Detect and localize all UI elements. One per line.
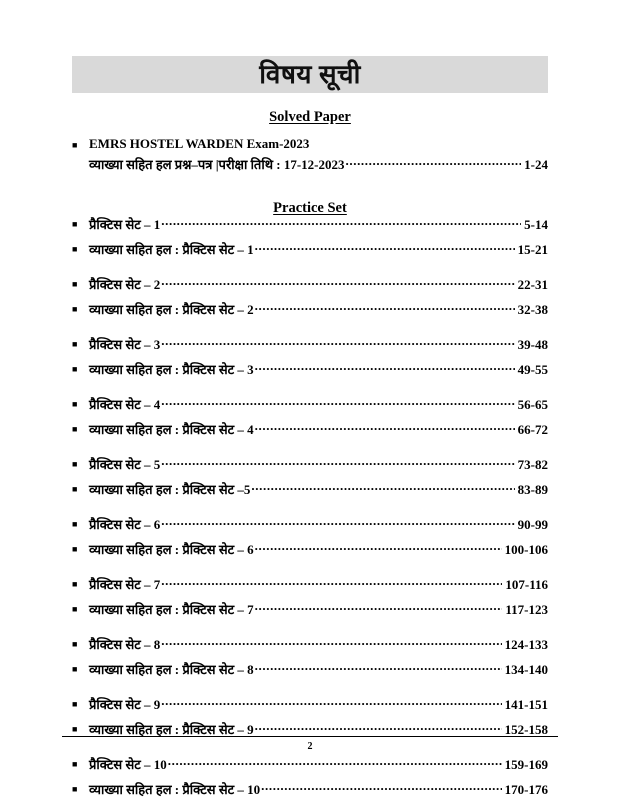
toc-row[interactable] [72, 540, 548, 565]
square-bullet-icon: ■ [72, 424, 78, 434]
toc-row[interactable] [72, 420, 548, 445]
square-bullet-icon: ■ [72, 484, 78, 494]
square-bullet-icon: ■ [72, 664, 78, 674]
toc-entry-label: व्याख्या सहित हल : प्रैक्टिस सेट – 8 [89, 662, 254, 677]
solved-paper-page-range: 1-24 [524, 157, 548, 172]
toc-entry-page-range: 32-38 [517, 302, 548, 317]
square-bullet-icon: ■ [72, 639, 78, 649]
toc-entry-page-range: 100-106 [504, 542, 548, 557]
dot-leader [255, 301, 515, 314]
toc-entry-page-range: 49-55 [517, 362, 548, 377]
solved-paper-subtitle-row [72, 155, 548, 173]
toc-pair [72, 755, 548, 805]
dot-leader [161, 396, 514, 409]
toc-entry-page-range: 134-140 [504, 662, 548, 677]
square-bullet-icon: ■ [72, 219, 78, 229]
dot-leader [255, 361, 515, 374]
toc-row[interactable] [72, 695, 548, 720]
toc-entry-page-range: 66-72 [517, 422, 548, 437]
toc-row[interactable] [72, 240, 548, 265]
square-bullet-icon: ■ [72, 519, 78, 529]
toc-row[interactable] [72, 300, 548, 325]
toc-entry-page-range: 22-31 [517, 277, 548, 292]
solved-paper-entry [72, 136, 548, 173]
toc-entry-label: प्रैक्टिस सेट – 9 [89, 697, 161, 712]
toc-entry-page-range: 117-123 [505, 602, 548, 617]
dot-leader [161, 576, 502, 589]
toc-entry-page-range: 56-65 [517, 397, 548, 412]
toc-entry-label: प्रैक्टिस सेट – 10 [89, 757, 167, 772]
dot-leader [255, 421, 515, 434]
document-title-band [72, 56, 548, 93]
section-heading-solved-paper [72, 109, 548, 126]
toc-entry-page-range: 170-176 [504, 782, 548, 797]
toc-pair [72, 275, 548, 325]
square-bullet-icon: ■ [72, 339, 78, 349]
toc-row[interactable] [72, 335, 548, 360]
toc-pair [72, 455, 548, 505]
toc-entry-page-range: 83-89 [517, 482, 548, 497]
square-bullet-icon: ■ [72, 279, 78, 289]
solved-paper-title-row [72, 136, 548, 152]
toc-pair [72, 575, 548, 625]
dot-leader [168, 756, 502, 769]
toc-entry-label: व्याख्या सहित हल : प्रैक्टिस सेट – 2 [89, 302, 254, 317]
toc-entry-label: व्याख्या सहित हल : प्रैक्टिस सेट – 7 [89, 602, 254, 617]
dot-leader [161, 636, 501, 649]
toc-pair [72, 695, 548, 745]
toc-entry-page-range: 107-116 [505, 577, 548, 592]
toc-entry-label: व्याख्या सहित हल : प्रैक्टिस सेट – 10 [89, 782, 261, 797]
toc-entry-label: प्रैक्टिस सेट – 2 [89, 277, 161, 292]
toc-row[interactable] [72, 360, 548, 385]
toc-pair [72, 515, 548, 565]
toc-entry-label: प्रैक्टिस सेट – 6 [89, 517, 161, 532]
toc-pair [72, 635, 548, 685]
toc-pair [72, 395, 548, 445]
square-bullet-icon: ■ [72, 459, 78, 469]
toc-entry-page-range: 124-133 [504, 637, 548, 652]
toc-entry-label: प्रैक्टिस सेट – 5 [89, 457, 161, 472]
dot-leader [255, 241, 515, 254]
toc-entry-label: प्रैक्टिस सेट – 8 [89, 637, 161, 652]
toc-entry-page-range: 90-99 [517, 517, 548, 532]
solved-paper-subtitle: व्याख्या सहित हल प्रश्न–पत्र |परीक्षा तिथि : 17-12-2023 [89, 157, 345, 172]
toc-row[interactable] [72, 660, 548, 685]
toc-row[interactable] [72, 600, 548, 625]
dot-leader [161, 696, 501, 709]
square-bullet-icon: ■ [72, 544, 78, 554]
toc-pair [72, 335, 548, 385]
dot-leader [251, 481, 514, 494]
square-bullet-icon: ■ [72, 724, 78, 734]
toc-entry-label: प्रैक्टिस सेट – 3 [89, 337, 161, 352]
toc-row[interactable] [72, 635, 548, 660]
table-of-contents-list [72, 215, 548, 805]
dot-leader [161, 516, 514, 529]
square-bullet-icon: ■ [72, 364, 78, 374]
dot-leader [346, 156, 522, 169]
toc-row[interactable] [72, 575, 548, 600]
solved-paper-exam-name: EMRS HOSTEL WARDEN Exam-2023 [89, 136, 310, 151]
toc-row[interactable] [72, 780, 548, 805]
toc-entry-page-range: 5-14 [524, 217, 548, 232]
toc-entry-label: व्याख्या सहित हल : प्रैक्टिस सेट – 4 [89, 422, 254, 437]
toc-entry-label: प्रैक्टिस सेट – 4 [89, 397, 161, 412]
square-bullet-icon: ■ [72, 699, 78, 709]
dot-leader [255, 721, 502, 734]
dot-leader [255, 661, 502, 674]
footer-divider [62, 736, 558, 737]
square-bullet-icon: ■ [72, 140, 78, 150]
square-bullet-icon: ■ [72, 304, 78, 314]
toc-row[interactable] [72, 755, 548, 780]
dot-leader [161, 276, 514, 289]
dot-leader [161, 336, 514, 349]
square-bullet-icon: ■ [72, 784, 78, 794]
toc-row[interactable] [72, 215, 548, 240]
footer-page-number: 2 [307, 741, 313, 752]
toc-entry-label: प्रैक्टिस सेट – 7 [89, 577, 161, 592]
toc-entry-page-range: 73-82 [517, 457, 548, 472]
square-bullet-icon: ■ [72, 244, 78, 254]
toc-entry-page-range: 15-21 [517, 242, 548, 257]
toc-row[interactable] [72, 515, 548, 540]
section-heading-practice-set-label: Practice Set [273, 200, 347, 216]
square-bullet-icon: ■ [72, 759, 78, 769]
toc-entry-page-range: 39-48 [517, 337, 548, 352]
toc-row[interactable] [72, 480, 548, 505]
square-bullet-icon: ■ [72, 604, 78, 614]
toc-entry-label: व्याख्या सहित हल : प्रैक्टिस सेट – 1 [89, 242, 254, 257]
toc-entry-page-range: 152-158 [504, 722, 548, 737]
square-bullet-icon: ■ [72, 399, 78, 409]
dot-leader [161, 216, 521, 229]
page-title: विषय सूची [259, 59, 361, 89]
dot-leader [255, 541, 502, 554]
toc-row[interactable] [72, 395, 548, 420]
section-heading-solved-paper-label: Solved Paper [269, 109, 351, 125]
square-bullet-icon: ■ [72, 579, 78, 589]
dot-leader [161, 456, 514, 469]
dot-leader [261, 781, 501, 794]
toc-entry-label: प्रैक्टिस सेट – 1 [89, 217, 161, 232]
dot-leader [255, 601, 503, 614]
toc-entry-label: व्याख्या सहित हल : प्रैक्टिस सेट – 6 [89, 542, 254, 557]
toc-row[interactable] [72, 275, 548, 300]
toc-entry-page-range: 141-151 [504, 697, 548, 712]
toc-row[interactable] [72, 455, 548, 480]
toc-entry-label: व्याख्या सहित हल : प्रैक्टिस सेट – 9 [89, 722, 254, 737]
toc-pair [72, 215, 548, 265]
toc-entry-page-range: 159-169 [504, 757, 548, 772]
toc-entry-label: व्याख्या सहित हल : प्रैक्टिस सेट –5 [89, 482, 251, 497]
toc-entry-label: व्याख्या सहित हल : प्रैक्टिस सेट – 3 [89, 362, 254, 377]
